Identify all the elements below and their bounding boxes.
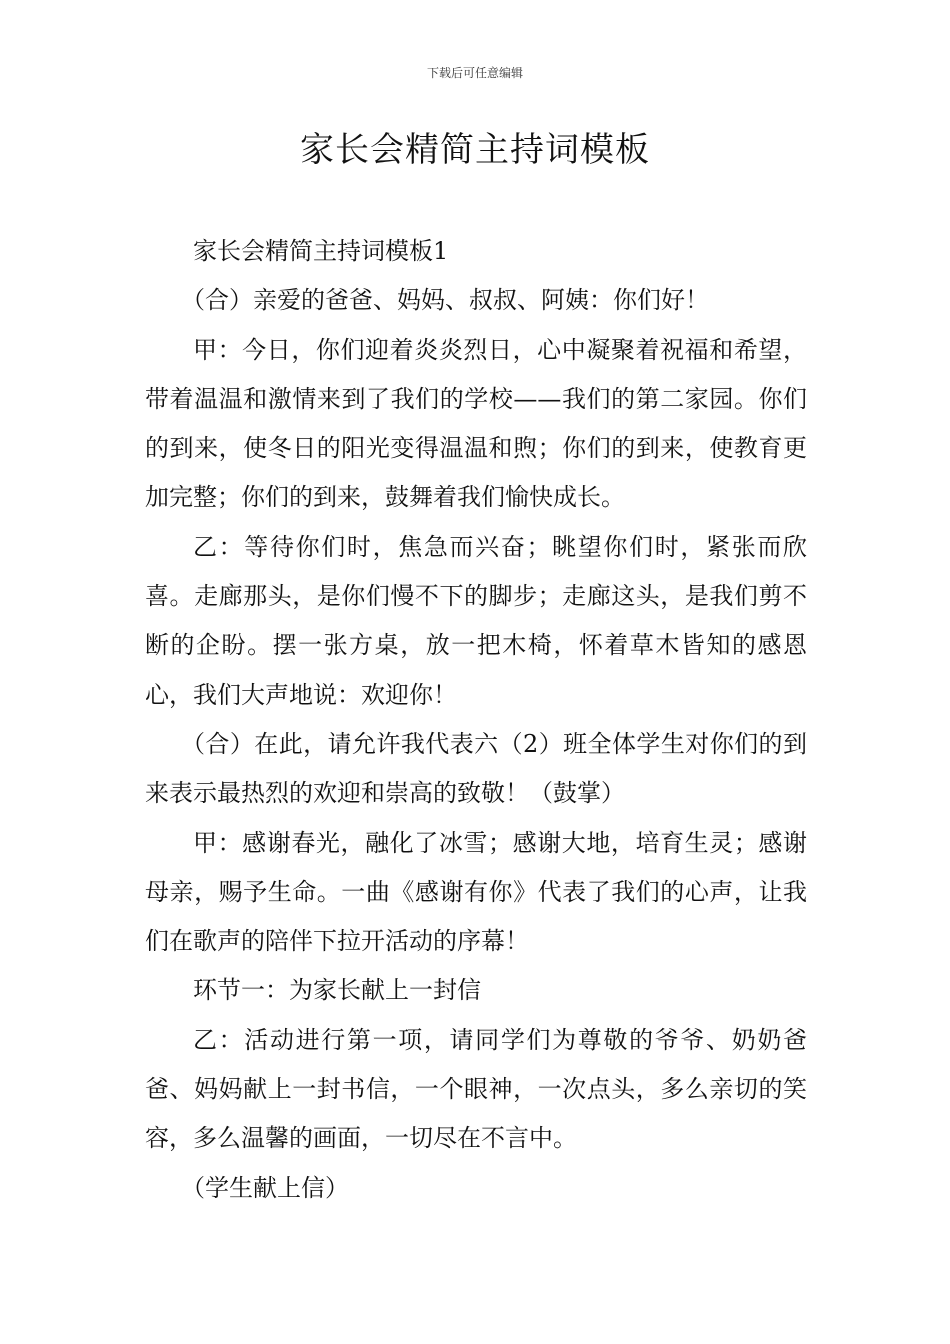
section-heading: 家长会精简主持词模板1 <box>193 237 449 265</box>
header-note: 下载后可任意编辑 <box>426 66 523 80</box>
stage-direction: （学生献上信） <box>181 1173 349 1202</box>
document-body <box>145 227 807 1213</box>
segment-heading-1: 环节一：为家长献上一封信 <box>193 976 481 1005</box>
paragraph-jia-1: 甲：今日，你们迎着炎炎烈日，心中凝聚着祝福和希望，带着温温和激情来到了我们的学校——我们的第二家园。你们的到来，使冬日的阳光变得温温和煦；你们的到来，使教育更加完整；你们的到来，鼓舞着我们愉快成长。 <box>145 335 807 512</box>
paragraph-jia-2: 甲：感谢春光，融化了冰雪；感谢大地，培育生灵；感谢母亲，赐予生命。一曲《感谢有你》代表了我们的心声，让我们在歌声的陪伴下拉开活动的序幕！ <box>145 828 807 956</box>
document-title: 家长会精简主持词模板 <box>300 130 650 170</box>
paragraph-yi-2: 乙：活动进行第一项，请同学们为尊敬的爷爷、奶奶爸爸、妈妈献上一封书信，一个眼神，一次点头，多么亲切的笑容，多么温馨的画面，一切尽在不言中。 <box>145 1025 807 1153</box>
paragraph-greeting: （合）亲爱的爸爸、妈妈、叔叔、阿姨：你们好！ <box>181 286 709 315</box>
paragraph-yi-1: 乙：等待你们时，焦急而兴奋；眺望你们时，紧张而欣喜。走廊那头，是你们慢不下的脚步；走廊这头，是我们剪不断的企盼。摆一张方桌，放一把木椅，怀着草木皆知的感恩心，我们大声地说：欢迎你！ <box>145 532 807 709</box>
paragraph-welcome: （合）在此，请允许我代表六（2）班全体学生对你们的到来表示最热烈的欢迎和崇高的致敬！（鼓掌） <box>145 729 807 808</box>
